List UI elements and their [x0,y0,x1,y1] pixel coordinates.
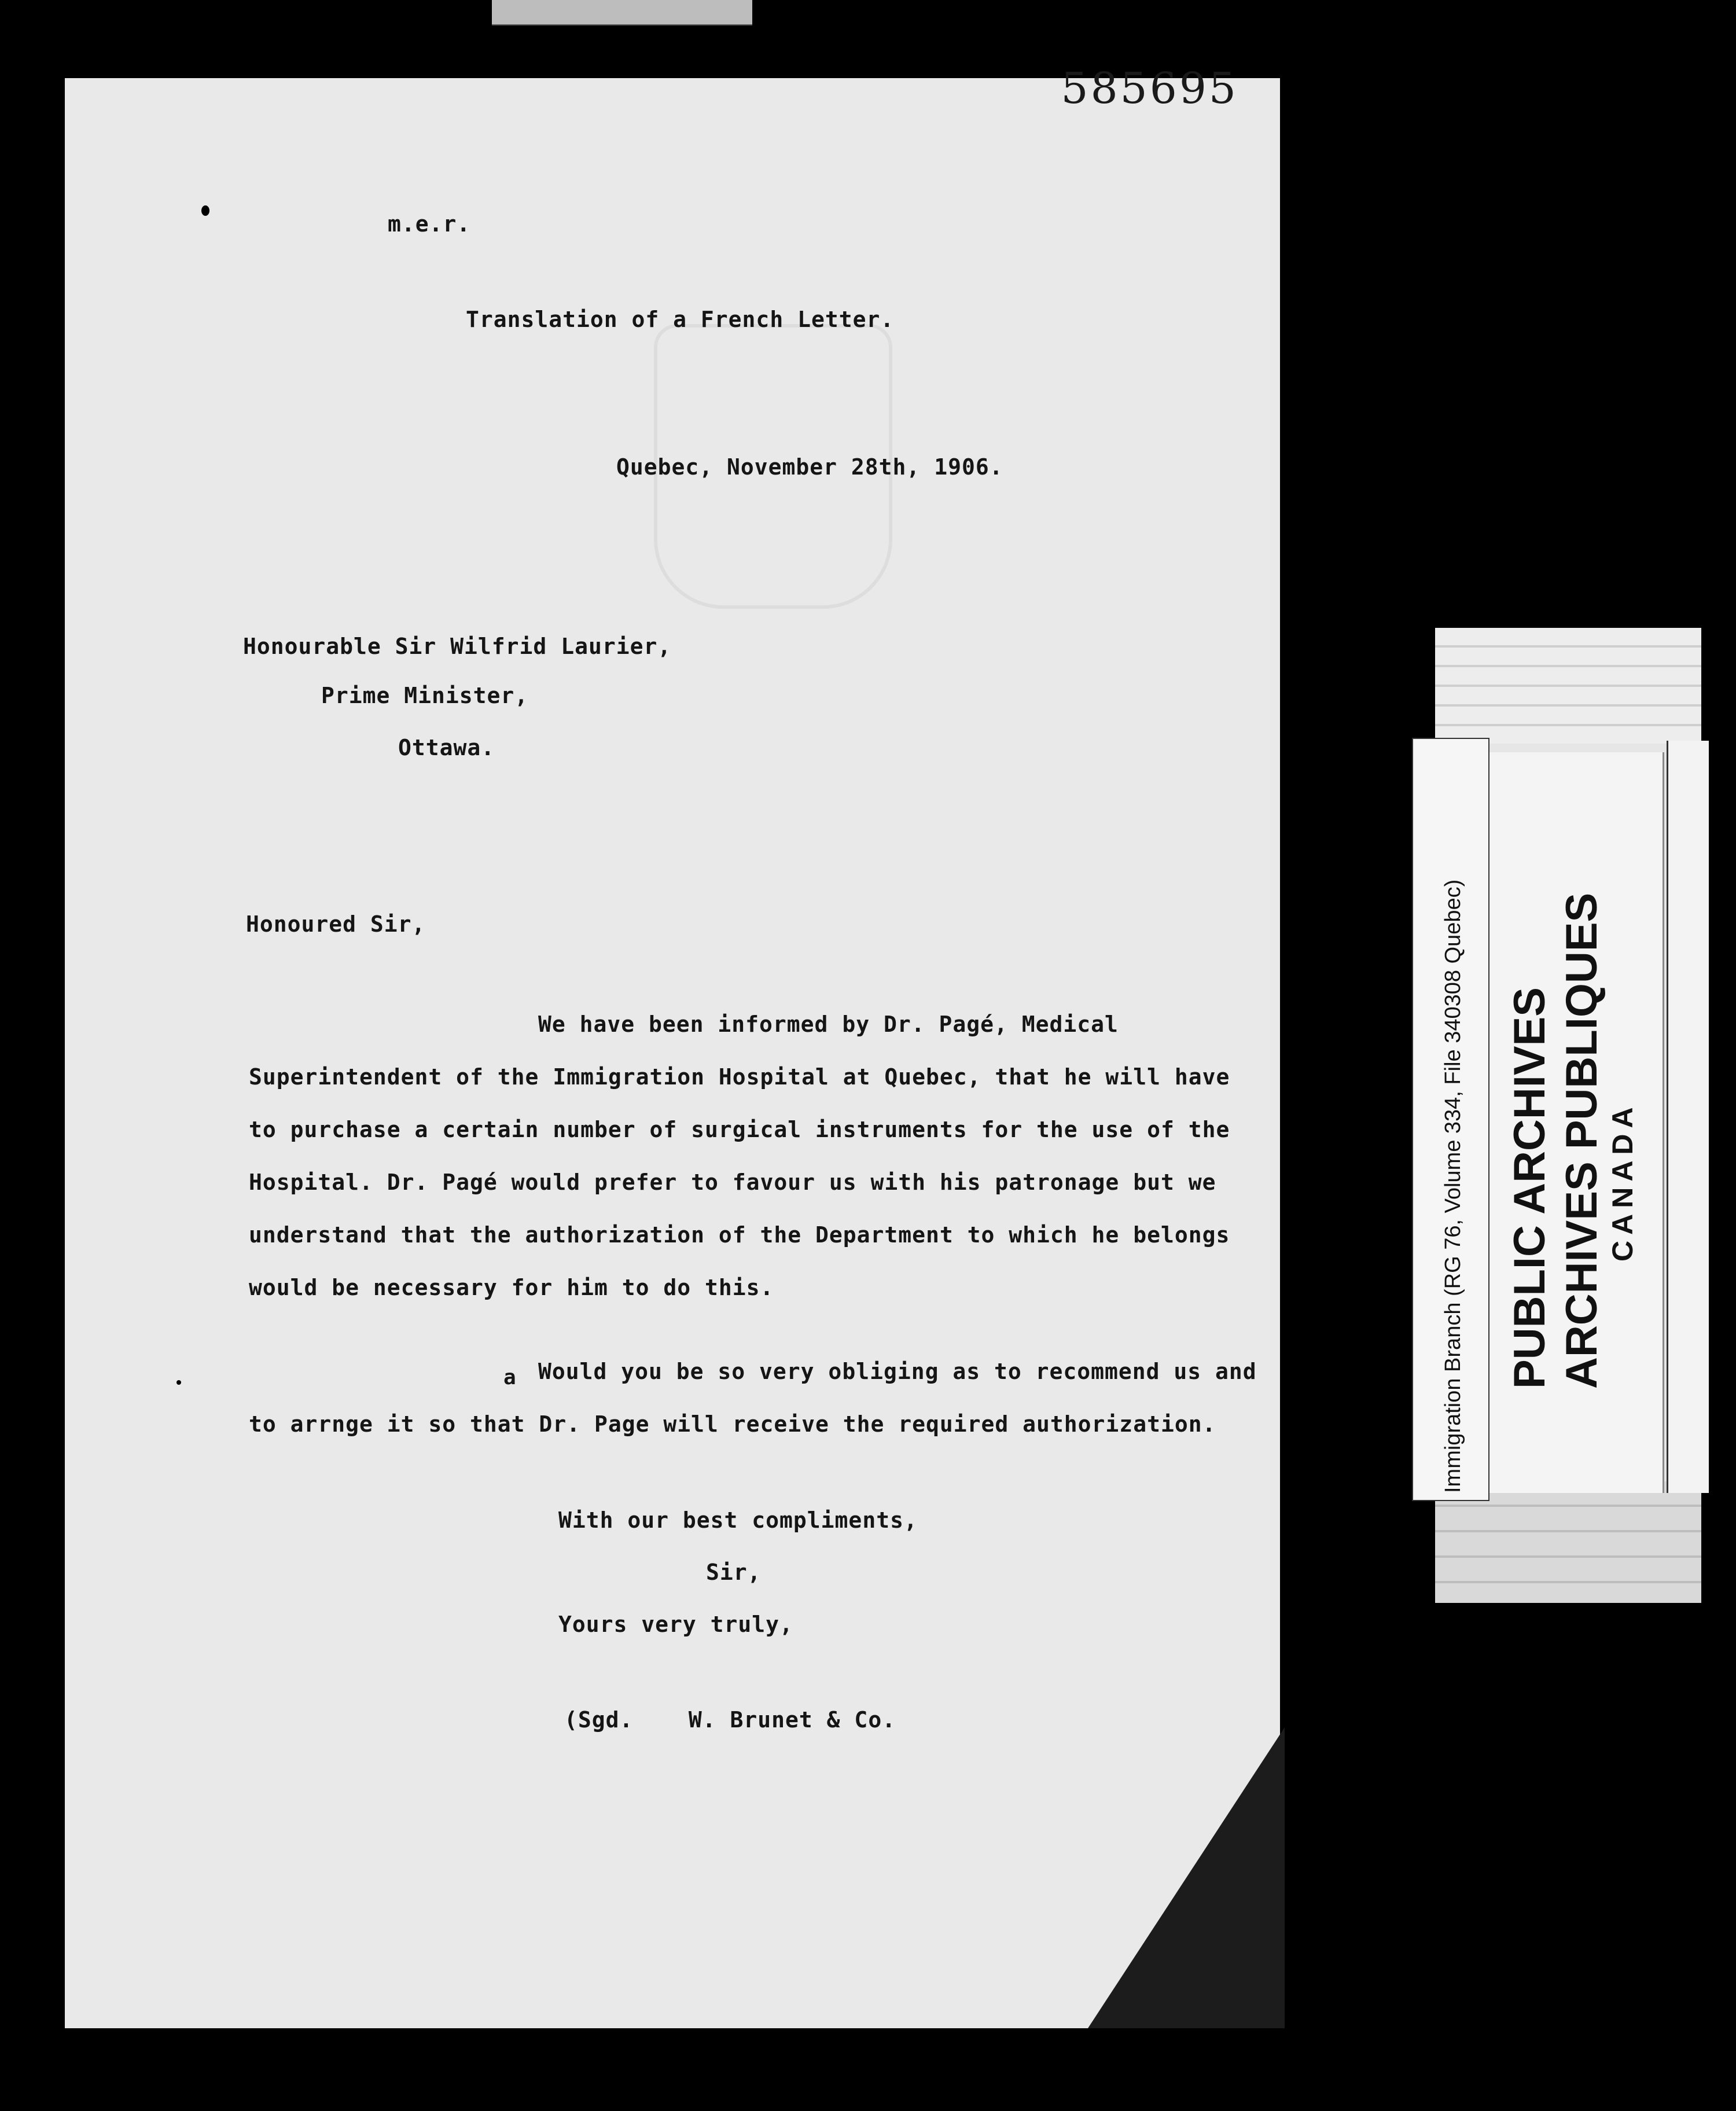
file-number: 585695 [1061,64,1238,113]
archive-country: CANADA [1606,1101,1639,1262]
archive-label-top-band [1435,628,1701,744]
handwritten-insert: a [503,1366,517,1389]
addressee-line-3: Ottawa. [398,735,495,760]
archive-label-edge [1667,741,1709,1493]
closing-compliments: With our best compliments, [558,1507,918,1533]
closing-yours: Yours very truly, [558,1612,793,1637]
watermark-faint-script [428,718,1065,914]
closing-sir: Sir, [706,1560,762,1585]
addressee-line-1: Honourable Sir Wilfrid Laurier, [243,634,672,659]
film-frame-tab [492,0,752,25]
addressee-line-2: Prime Minister, [321,683,529,708]
initials: m.e.r. [388,211,471,237]
salutation: Honoured Sir, [246,911,426,937]
signature: (Sgd. W. Brunet & Co. [564,1707,896,1733]
paragraph-2 [249,1345,1267,1451]
archive-reference: Immigration Branch (RG 76, Volume 334, File 340308 Quebec) [1441,879,1465,1493]
paragraph-2-text: Would you be so very obliging as to recommend us and to arrnge it so that Dr. Page will receive the required authorization. [249,1359,1257,1437]
archive-name-line-1: PUBLIC ARCHIVES [1505,987,1554,1389]
ink-speck [176,1380,181,1385]
ink-speck [201,205,209,216]
letter-heading: Translation of a French Letter. [466,307,895,332]
archive-name-line-2: ARCHIVES PUBLIQUES [1557,892,1606,1389]
date-line: Quebec, November 28th, 1906. [616,454,1003,480]
paragraph-1 [249,998,1267,1314]
paragraph-1-text: We have been informed by Dr. Pagé, Medical Superintendent of the Immigration Hospital at Quebec, that he will have to purchase a certain number of surgical instruments for the use of the Hospital. Dr. Pagé would prefer to favour us with his patronage but we understand that the authorization of the Department to which he belongs would be necessary for him to do this. [249,1012,1230,1300]
